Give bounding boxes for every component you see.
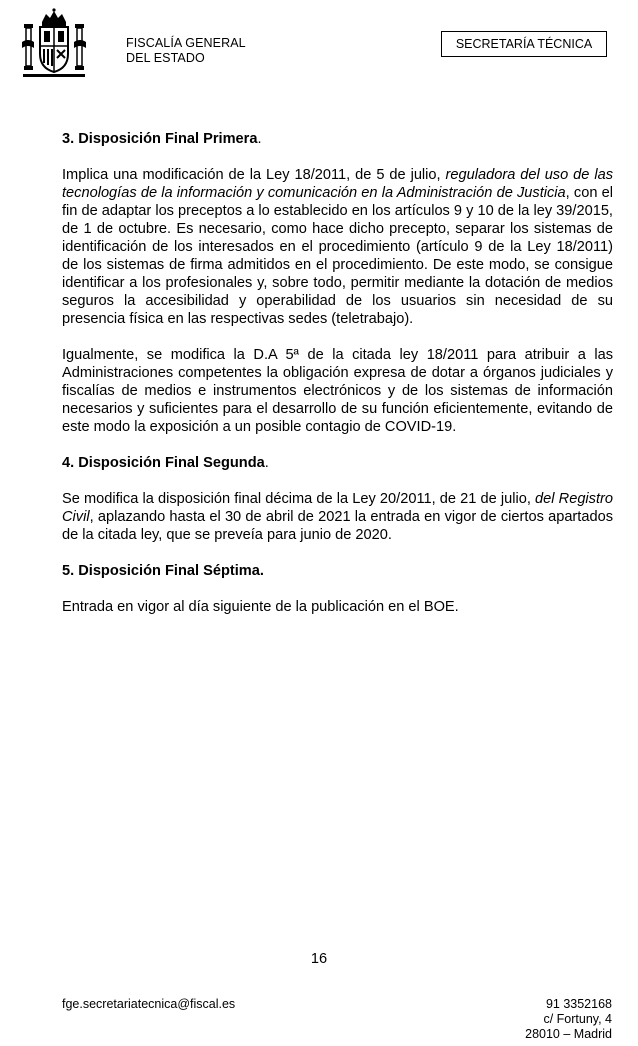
section-5-paragraph-1: Entrada en vigor al día siguiente de la publicación en el BOE.: [62, 599, 459, 615]
section-4-p1-text-a: Se modifica la disposición final décima de la Ley 20/2011, de 21 de julio,: [62, 491, 536, 507]
footer-phone: 91 3352168: [545, 997, 612, 1011]
section-3-p1-text-b: , con el fin de adaptar los preceptos a lo establecido en los artículos 9 y 10 de la ley 39/2015, de 1 de octubre. Es necesario, como hace dicho precepto, separar los sistemas de identificación de los interesados en el procedimiento (artículo 9 de la Ley 18/2011) de los sistemas de firma admitidos en el procedimiento. De este modo, se consigue identificar a los profesionales y, sobre todo, permitir mediante la dotación de medios seguros la accesibilidad y operabilidad de los usuarios sin necesidad de su presencia física en las respectivas sedes (teletrabajo).: [62, 185, 613, 327]
section-3-paragraph-2: Igualmente, se modifica la D.A 5ª de la citada ley 18/2011 para atribuir a las Administraciones competentes la obligación expresa de dotar a órganos judiciales y fiscalías de medios e instrumentos electrónicos y de los sistemas de información necesarios y suficientes para el desarrollo de su función eficientemente, evitando de este modo la exposición a un posible contagio de COVID-19.: [62, 347, 613, 435]
footer-contact: [525, 997, 612, 1042]
section-4-p1-text-b: , aplazando hasta el 30 de abril de 2021 la entrada en vigor de ciertos apartados de la citada ley, que se preveía para junio de 2020.: [62, 509, 613, 543]
section-3-p1-text-a: Implica una modificación de la Ley 18/2011, de 5 de julio,: [62, 167, 446, 183]
footer-email: fge.secretariatecnica@fiscal.es: [62, 997, 236, 1011]
section-3-heading-text: 3. Disposición Final Primera: [62, 131, 258, 147]
section-4-heading-period: .: [264, 455, 269, 471]
section-3-p1-italic: reguladora del uso de las tecnologías de la información y comunicación en la Administración de Justicia: [62, 167, 614, 201]
coat-of-arms-icon: [20, 8, 88, 80]
page-number: 16: [310, 951, 328, 967]
department-box: SECRETARÍA TÉCNICA: [441, 31, 607, 57]
document-body: [62, 130, 613, 634]
section-3-heading: [62, 130, 613, 148]
section-4-heading-text: 4. Disposición Final Segunda: [62, 455, 265, 471]
section-4-heading: [62, 454, 613, 472]
section-3-paragraph-1: [62, 166, 613, 328]
section-5-heading: 5. Disposición Final Séptima.: [62, 563, 264, 579]
organization-line-2: DEL ESTADO: [126, 51, 205, 65]
footer-city: 28010 – Madrid: [525, 1027, 612, 1041]
footer-street: c/ Fortuny, 4: [543, 1012, 612, 1026]
section-4-paragraph-1: [62, 490, 613, 544]
organization-name: [126, 36, 246, 66]
organization-line-1: FISCALÍA GENERAL: [126, 36, 246, 50]
section-3-heading-period: .: [257, 131, 262, 147]
section-4-p1-italic: del Registro Civil: [62, 491, 614, 525]
